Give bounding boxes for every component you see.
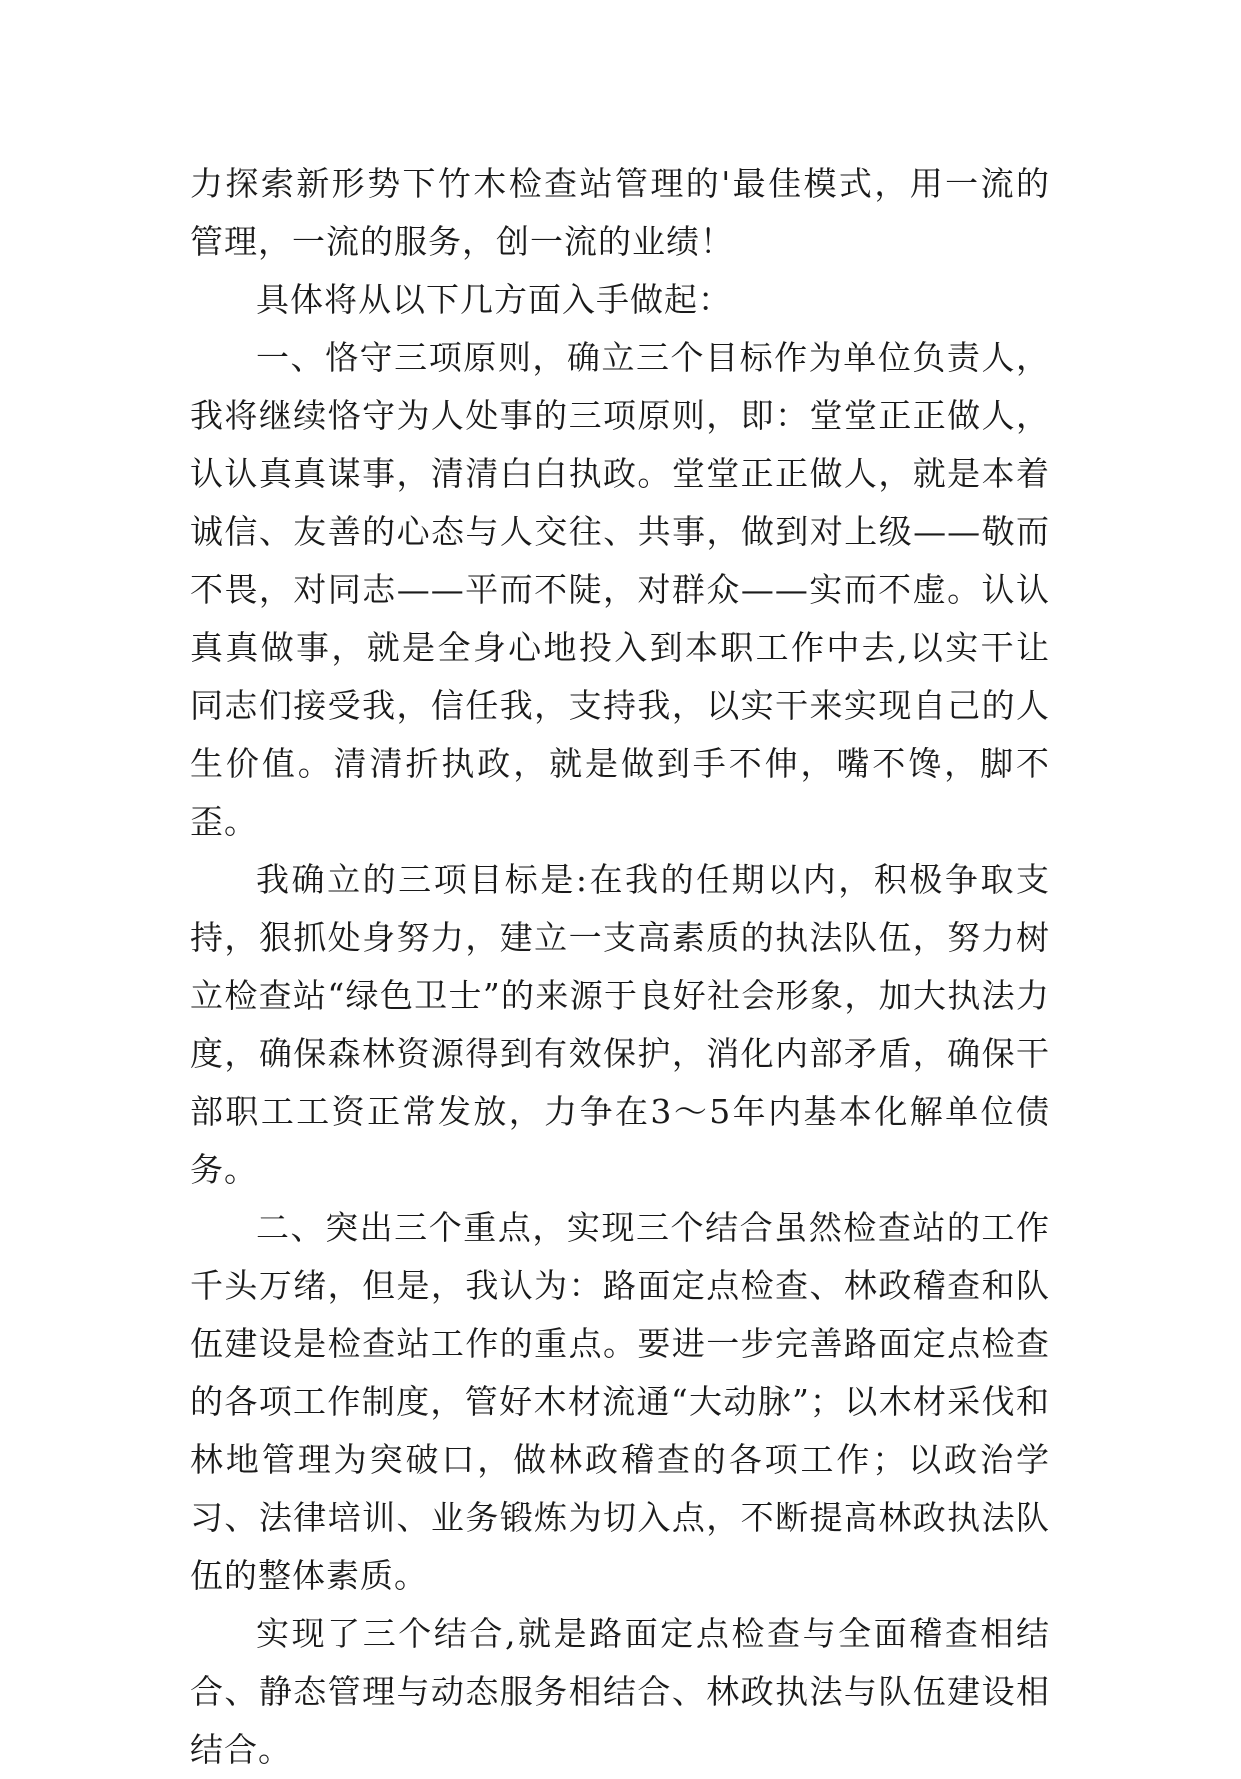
- paragraph-2: 具体将从以下几方面入手做起：: [256, 280, 732, 319]
- paragraph-5: 二、突出三个重点，实现三个结合虽然检查站的工作千头万绪，但是，我认为：路面定点检查、林政稽查和队伍建设是检查站工作的重点。要进一步完善路面定点检查的各项工作制度，管好木材流通“大动脉”；以木材采伐和林地管理为突破口，做林政稽查的各项工作；以政治学习、法律培训、业务锻炼为切入点，不断提高林政执法队伍的整体素质。: [190, 1208, 1050, 1595]
- paragraph-3: 一、恪守三项原则，确立三个目标作为单位负责人，我将继续恪守为人处事的三项原则，即：堂堂正正做人，认认真真谋事，清清白白执政。堂堂正正做人，就是本着诚信、友善的心态与人交往、共事，做到对上级——敬而不畏，对同志——平而不陡，对群众——实而不虚。认认真真做事，就是全身心地投入到本职工作中去,以实干让同志们接受我，信任我，支持我，以实干来实现自己的人生价值。清清折执政，就是做到手不伸，嘴不馋，脚不歪。: [190, 338, 1050, 841]
- paragraph-6: 实现了三个结合,就是路面定点检查与全面稽查相结合、静态管理与动态服务相结合、林政执法与队伍建设相结合。: [190, 1614, 1050, 1769]
- paragraph-4: 我确立的三项目标是:在我的任期以内，积极争取支持，狠抓处身努力，建立一支高素质的执法队伍，努力树立检查站“绿色卫士”的来源于良好社会形象，加大执法力度，确保森林资源得到有效保护，消化内部矛盾，确保干部职工工资正常发放，力争在3～5年内基本化解单位债务。: [190, 860, 1050, 1189]
- document-body: [190, 155, 1050, 1779]
- paragraph-1: 力探索新形势下竹木检查站管理的'最佳模式，用一流的管理，一流的服务，创一流的业绩！: [190, 164, 1050, 261]
